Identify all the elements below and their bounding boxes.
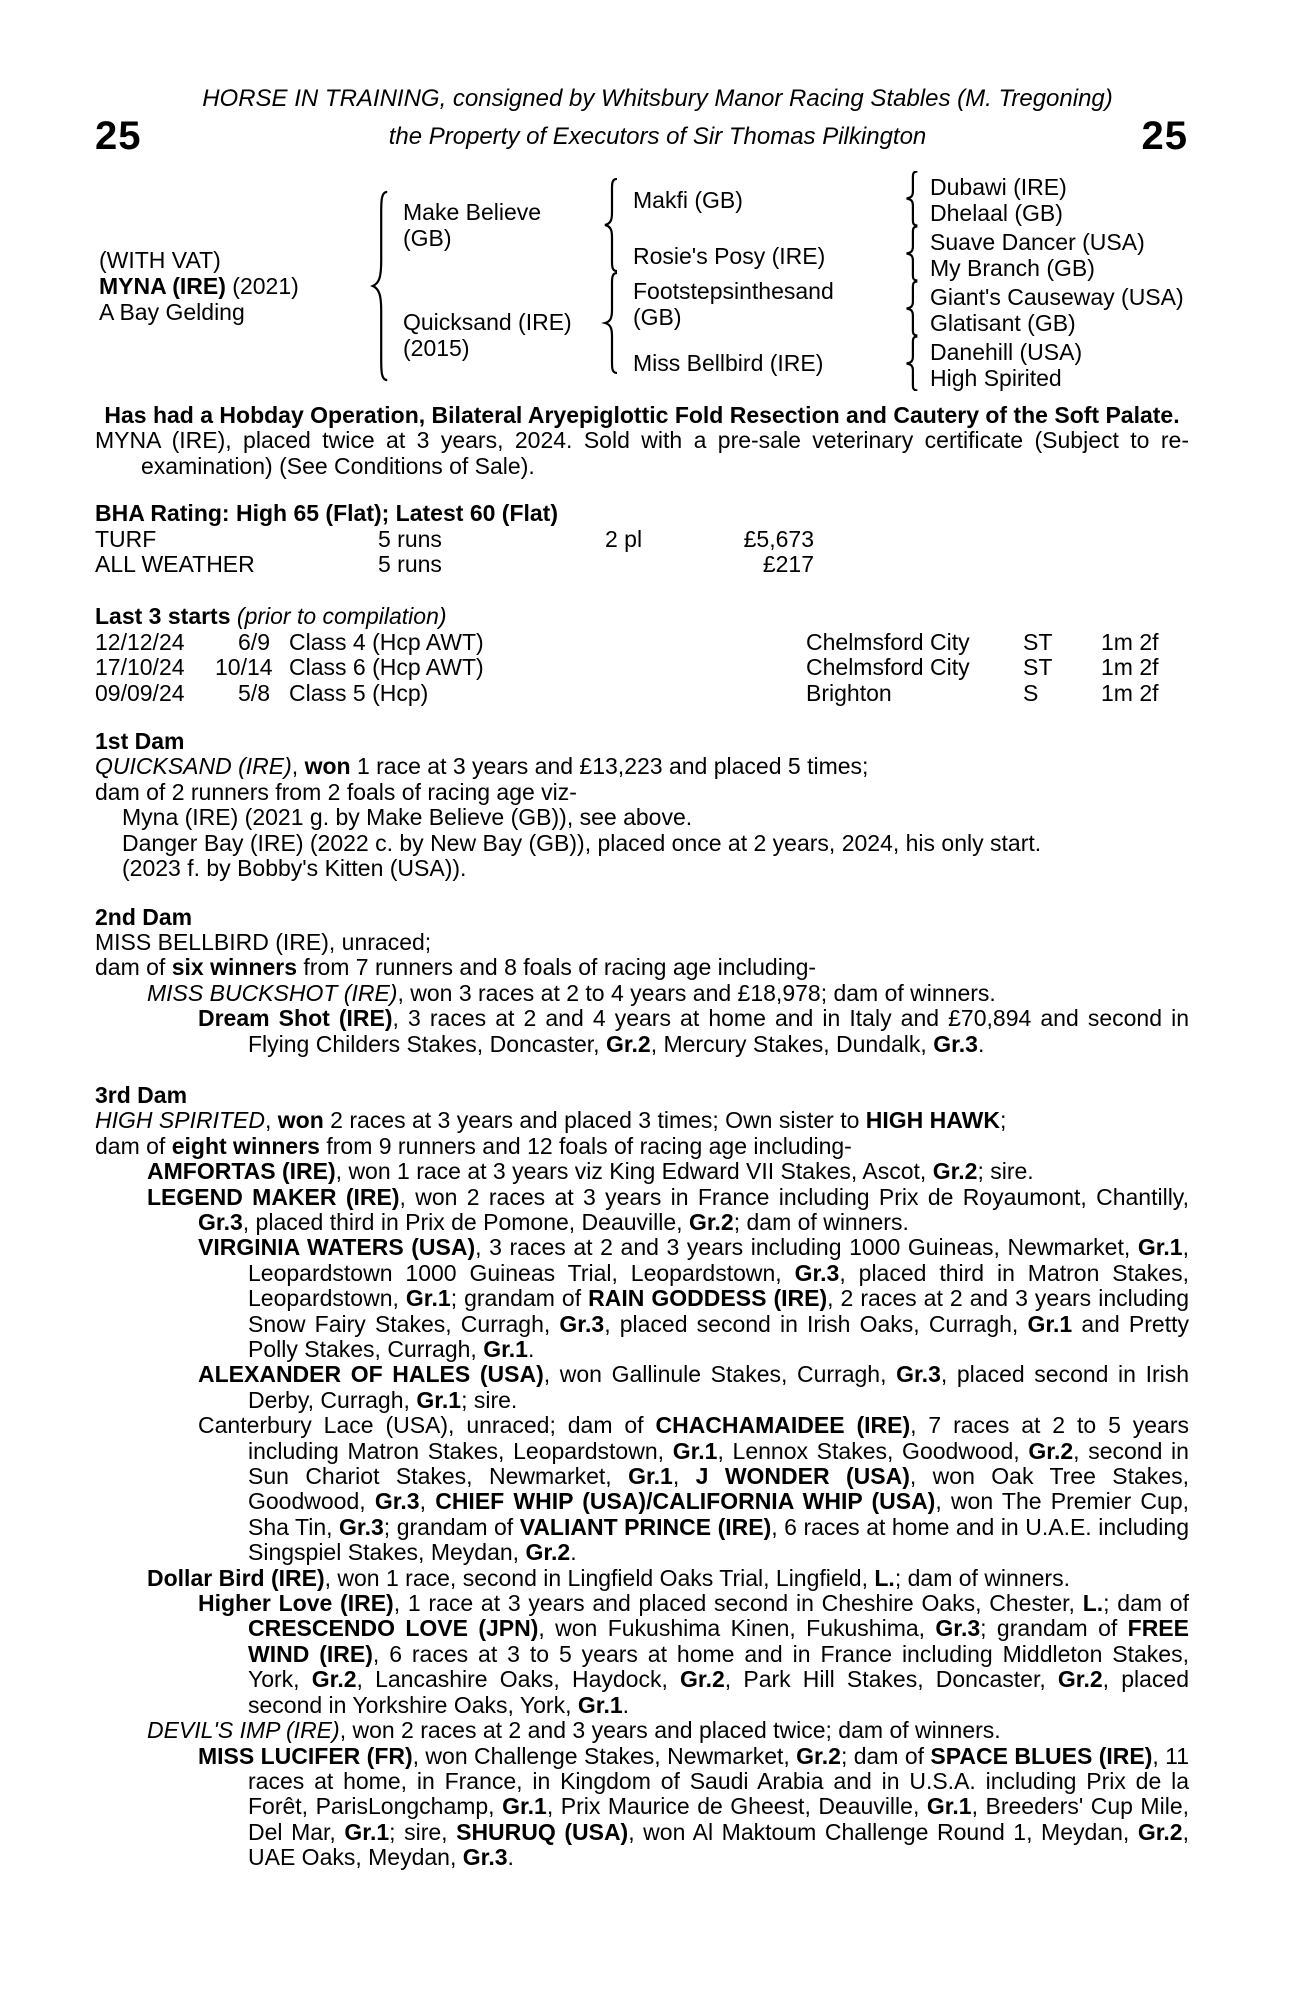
dam-paragraph: AMFORTAS (IRE), won 1 race at 3 years viz King Edward VII Stakes, Ascot, Gr.2; sire. <box>147 1158 1034 1185</box>
dam-paragraph: LEGEND MAKER (IRE), won 2 races at 3 years in France including Prix de Royaumont, Chantilly, Gr.3, placed third in Prix de Pomone, Deauville, Gr.2; dam of winners. <box>147 1183 1189 1235</box>
pedigree-dam-sire: Footstepsinthesand <box>633 278 834 304</box>
distance: 1m 2f <box>1101 679 1159 706</box>
race-date: 09/09/24 <box>95 679 185 706</box>
pedigree-brace-sire-parents <box>601 178 621 272</box>
race-summary: MYNA (IRE), placed twice at 3 years, 2024. Sold with a pre-sale veterinary certificate (Subject to re-examination) (See Conditions of Sale). <box>95 427 1189 479</box>
horse-name: MYNA (IRE) (2021) <box>99 273 299 299</box>
bha-placed <box>605 552 705 577</box>
bha-earnings: £5,673 <box>743 525 814 552</box>
pedigree-dam-name: Quicksand (IRE) <box>403 309 572 335</box>
pedigree-brace-ggp-2 <box>903 226 921 281</box>
bha-row-turf <box>95 527 1189 552</box>
pedigree-ggp-dubawi: Dubawi (IRE) <box>930 174 1067 200</box>
pedigree-sire-dam: Rosie's Posy (IRE) <box>633 243 826 269</box>
pedigree-ggp-danehill: Danehill (USA) <box>930 339 1083 365</box>
pedigree-sire-name: Make Believe <box>403 199 542 225</box>
vat-note: (WITH VAT) <box>99 247 221 273</box>
horse-description: A Bay Gelding <box>99 299 245 325</box>
consignor-line: HORSE IN TRAINING, consigned by Whitsbury Manor Racing Stables (M. Tregoning) <box>202 85 1113 112</box>
lot-number-right: 25 <box>1141 114 1188 158</box>
pedigree-brace-ggp-4 <box>903 336 921 391</box>
veterinary-note: Has had a Hobday Operation, Bilateral Aryepiglottic Fold Resection and Cautery of the Soft Palate. <box>104 402 1180 428</box>
going: S <box>1023 679 1039 706</box>
third-dam-heading: 3rd Dam <box>95 1081 188 1108</box>
dam-paragraph: VIRGINIA WATERS (USA), 3 races at 2 and 3 years including 1000 Guineas, Newmarket, Gr.1, Leopardstown 1000 Guineas Trial, Leopardstown, Gr.3, placed third in Matron Stakes, Leopardstown, Gr.1; grandam of RAIN GODDESS (IRE), 2 races at 2 and 3 years including Snow Fairy Stakes, Curragh, Gr.3, placed second in Irish Oaks, Curragh, Gr.1 and Pretty Polly Stakes, Curragh, Gr.1. <box>198 1234 1189 1362</box>
bha-rating-heading: BHA Rating: High 65 (Flat); Latest 60 (Flat) <box>95 500 558 527</box>
dam-paragraph: MISS BUCKSHOT (IRE), won 3 races at 2 to 4 years and £18,978; dam of winners. <box>147 979 996 1006</box>
pedigree-brace-generation1 <box>368 190 392 382</box>
pedigree-ggp-suave-dancer: Suave Dancer (USA) <box>930 229 1145 255</box>
dam-paragraph: Dollar Bird (IRE), won 1 race, second in Lingfield Oaks Trial, Lingfield, L.; dam of winners. <box>147 1564 1070 1591</box>
racecourse: Chelmsford City <box>806 654 970 681</box>
finish-position: 5/8 <box>238 679 270 706</box>
dam-paragraph: (2023 f. by Bobby's Kitten (USA)). <box>122 855 467 882</box>
bha-runs: 5 runs <box>378 551 442 578</box>
body-content <box>95 403 1189 1871</box>
pedigree-dam-dam: Miss Bellbird (IRE) <box>633 350 824 376</box>
bha-surface: TURF <box>95 525 157 552</box>
dam-paragraph: Myna (IRE) (2021 g. by Make Believe (GB)), see above. <box>122 804 693 831</box>
bha-row-all-weather <box>95 552 1189 577</box>
last-starts-title <box>95 604 1189 629</box>
racecourse: Brighton <box>806 679 892 706</box>
pedigree-sire-sire: Makfi (GB) <box>633 187 743 213</box>
race-date: 17/10/24 <box>95 654 185 681</box>
pedigree-ggp-dhelaal: Dhelaal (GB) <box>930 200 1063 226</box>
lot-number-left: 25 <box>95 114 142 158</box>
dam-paragraph: Danger Bay (IRE) (2022 c. by New Bay (GB)), placed once at 2 years, 2024, his only start. <box>122 829 1042 856</box>
bha-runs: 5 runs <box>378 525 442 552</box>
pedigree-dam-sire-origin: (GB) <box>633 304 682 330</box>
last-start-row <box>95 655 1189 680</box>
last-starts-title-italic: (prior to compilation) <box>230 603 447 630</box>
race-class: Class 5 (Hcp) <box>289 679 429 706</box>
second-dam-heading: 2nd Dam <box>95 903 193 930</box>
finish-position: 6/9 <box>238 628 270 655</box>
distance: 1m 2f <box>1101 628 1159 655</box>
bha-earnings: £217 <box>762 551 814 578</box>
dam-paragraph: dam of six winners from 7 runners and 8 foals of racing age including- <box>95 954 817 981</box>
last-starts-title-bold: Last 3 starts <box>95 603 231 630</box>
dam-paragraph: MISS LUCIFER (FR), won Challenge Stakes, Newmarket, Gr.2; dam of SPACE BLUES (IRE), 11 races at home, in France, in Kingdom of Saudi Arabia and in U.S.A. including Prix de la Forêt, ParisLongchamp, Gr.1, Prix Maurice de Gheest, Deauville, Gr.1, Breeders' Cup Mile, Del Mar, Gr.1; sire, SHURUQ (USA), won Al Maktoum Challenge Round 1, Meydan, Gr.2, UAE Oaks, Meydan, Gr.3. <box>198 1742 1190 1871</box>
property-line: the Property of Executors of Sir Thomas Pilkington <box>388 123 927 150</box>
dam-paragraph: MISS BELLBIRD (IRE), unraced; <box>95 928 432 955</box>
racecourse: Chelmsford City <box>806 628 970 655</box>
bha-placed: 2 pl <box>605 525 643 552</box>
bha-surface: ALL WEATHER <box>95 551 255 578</box>
distance: 1m 2f <box>1101 654 1159 681</box>
pedigree-ggp-glatisant: Glatisant (GB) <box>930 310 1076 336</box>
first-dam-heading: 1st Dam <box>95 728 185 755</box>
dam-paragraph: Canterbury Lace (USA), unraced; dam of CHACHAMAIDEE (IRE), 7 races at 2 to 5 years including Matron Stakes, Leopardstown, Gr.1, Lennox Stakes, Goodwood, Gr.2, second in Sun Chariot Stakes, Newmarket, Gr.1, J WONDER (USA), won Oak Tree Stakes, Goodwood, Gr.3, CHIEF WHIP (USA)/CALIFORNIA WHIP (USA), won The Premier Cup, Sha Tin, Gr.3; grandam of VALIANT PRINCE (IRE), 6 races at home and in U.A.E. including Singspiel Stakes, Meydan, Gr.2. <box>198 1412 1190 1566</box>
dam-paragraph: Dream Shot (IRE), 3 races at 2 and 4 years at home and in Italy and £70,894 and second in Flying Childers Stakes, Doncaster, Gr.2, Mercury Stakes, Dundalk, Gr.3. <box>198 1005 1189 1057</box>
going: ST <box>1023 628 1053 655</box>
race-class: Class 4 (Hcp AWT) <box>289 628 484 655</box>
pedigree-brace-dam-parents <box>601 272 621 374</box>
pedigree-dam-year: (2015) <box>403 335 470 361</box>
pedigree-brace-ggp-3 <box>903 281 921 336</box>
dam-paragraph: dam of 2 runners from 2 foals of racing age viz- <box>95 778 577 805</box>
pedigree-ggp-giants-causeway: Giant's Causeway (USA) <box>930 284 1184 310</box>
pedigree-ggp-high-spirited: High Spirited <box>930 365 1062 391</box>
dam-paragraph: Higher Love (IRE), 1 race at 3 years and placed second in Cheshire Oaks, Chester, L.; dam of CRESCENDO LOVE (JPN), won Fukushima Kinen, Fukushima, Gr.3; grandam of FREE WIND (IRE), 6 races at 3 to 5 years at home and in France including Middleton Stakes, York, Gr.2, Lancashire Oaks, Haydock, Gr.2, Park Hill Stakes, Doncaster, Gr.2, placed second in Yorkshire Oaks, York, Gr.1. <box>198 1590 1189 1718</box>
pedigree-brace-ggp-1 <box>903 171 921 226</box>
last-start-row <box>95 681 1189 706</box>
dam-paragraph: HIGH SPIRITED, won 2 races at 3 years and placed 3 times; Own sister to HIGH HAWK; <box>95 1107 1007 1134</box>
last-start-row <box>95 630 1189 655</box>
dam-paragraph: ALEXANDER OF HALES (USA), won Gallinule Stakes, Curragh, Gr.3, placed second in Irish Derby, Curragh, Gr.1; sire. <box>198 1361 1190 1413</box>
dam-paragraph: dam of eight winners from 9 runners and 12 foals of racing age including- <box>95 1132 852 1159</box>
pedigree-ggp-my-branch: My Branch (GB) <box>930 255 1095 281</box>
going: ST <box>1023 654 1053 681</box>
dam-paragraph: QUICKSAND (IRE), won 1 race at 3 years and £13,223 and placed 5 times; <box>95 753 869 780</box>
race-class: Class 6 (Hcp AWT) <box>289 654 484 681</box>
finish-position: 10/14 <box>215 654 273 681</box>
pedigree-sire-origin: (GB) <box>403 225 452 251</box>
dam-paragraph: DEVIL'S IMP (IRE), won 2 races at 2 and 3 years and placed twice; dam of winners. <box>147 1717 1001 1744</box>
race-date: 12/12/24 <box>95 628 185 655</box>
